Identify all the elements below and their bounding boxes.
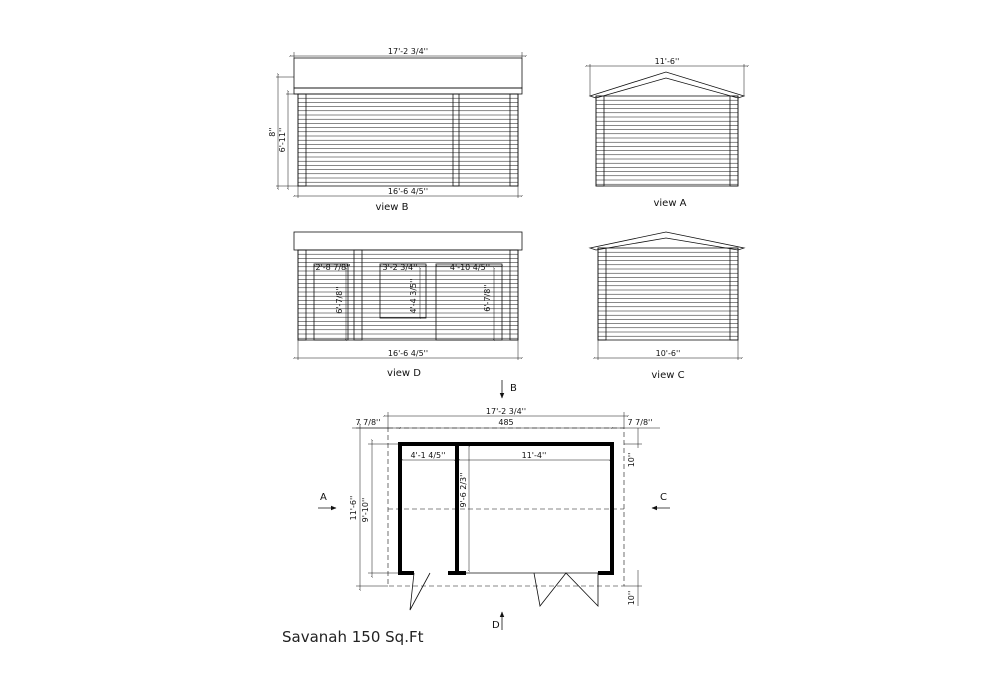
view-b-elevation (268, 47, 526, 213)
plan-overhang-right-dim: 7 7/8'' (627, 418, 653, 427)
view-a-roof (590, 72, 744, 98)
view-a-post-right (730, 96, 738, 186)
view-d-wall-width-dim: 16'-6 4/5'' (387, 349, 429, 358)
view-c-width-dim: 10'-6'' (655, 349, 681, 358)
plan-room1-width-dim: 4'-1 4/5'' (410, 451, 446, 460)
view-a-wall (596, 96, 738, 186)
view-d-door2-height-dim: 6'-7/8'' (483, 284, 492, 312)
view-d-post-left (298, 250, 306, 340)
plan-inner-depth-dim: 9'-10'' (361, 497, 370, 523)
plan-room2-width-dim: 11'-4'' (521, 451, 547, 460)
view-a-width-dim: 11'-6'' (654, 57, 680, 66)
view-a-post-left (596, 96, 604, 186)
plan-overall-width-mm-dim: 485 (498, 418, 514, 427)
plan-outer-walls (400, 444, 612, 573)
view-d-roof (294, 232, 522, 250)
plan-overhang-left-dim: 7 7/8'' (355, 418, 381, 427)
plan-overall-width-dim: 17'-2 3/4'' (485, 407, 527, 416)
view-d-door1-height-dim: 6'-7/8'' (335, 286, 344, 314)
floor-plan (318, 380, 670, 631)
view-d-window-height-dim: 4'-4 3/5'' (409, 278, 418, 314)
drawing-title: Savanah 150 Sq.Ft (282, 628, 424, 646)
view-a-label: view A (653, 198, 687, 209)
view-b-roof-width-dim: 17'-2 3/4'' (387, 47, 429, 56)
view-b-roof-edge (294, 88, 522, 94)
marker-a-label: A (320, 492, 327, 503)
view-c-log-lines (598, 252, 738, 336)
view-b-label: view B (375, 202, 409, 213)
view-a-log-lines (596, 100, 738, 184)
plan-overhang-front-dim: 10'' (627, 590, 636, 606)
view-c-elevation (590, 232, 744, 381)
view-d-post-right (510, 250, 518, 340)
view-b-wall-height-dim: 6'-11'' (278, 127, 287, 153)
plan-overhang-back-dim: 10'' (627, 452, 636, 468)
view-b-total-height-dim: 8'' (268, 127, 277, 137)
view-a-elevation (586, 57, 748, 209)
plan-door-1 (410, 573, 430, 610)
view-d-window (380, 264, 426, 318)
view-d-post-middle (354, 250, 362, 340)
view-c-label: view C (651, 370, 685, 381)
marker-b-label: B (510, 383, 517, 394)
view-c-roof (590, 232, 744, 250)
view-b-wall-width-dim: 16'-6 4/5'' (387, 187, 429, 196)
view-b-log-lines (298, 98, 518, 182)
view-d-label: view D (387, 368, 421, 379)
plan-door-2 (534, 573, 598, 606)
plan-partition-length-dim: 9'-6 2/3'' (459, 472, 468, 508)
marker-d-label: D (492, 620, 500, 631)
marker-c-label: C (660, 492, 667, 503)
view-d-elevation (294, 232, 522, 379)
plan-overall-depth-dim: 11'-6'' (349, 495, 358, 521)
view-d-window-width-dim: 3'-2 3/4'' (382, 263, 418, 272)
view-b-roof (294, 58, 522, 88)
view-d-door1-width-dim: 2'-8 7/8'' (315, 263, 351, 272)
view-d-door2-width-dim: 4'-10 4/5'' (449, 263, 491, 272)
